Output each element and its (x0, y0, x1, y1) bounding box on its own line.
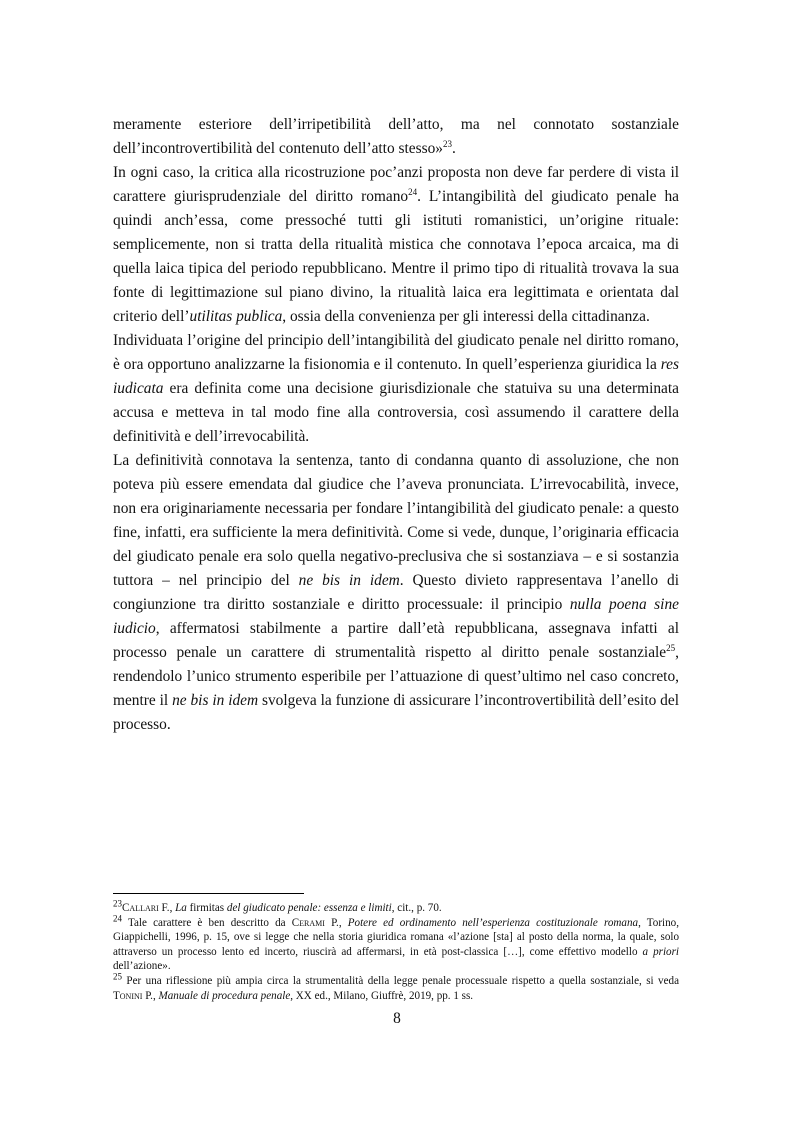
footnote-separator (113, 893, 304, 894)
paragraph-4: La definitività connotava la sentenza, tanto di condanna quanto di assoluzione, che non poteva più essere emendata dal giudice che l’aveva pronunciata. L’irrevocabilità, invece, non era originariamente necessaria per fondare l’intangibilità del giudicato penale: a questo fine, infatti, era sufficiente la mera definitività. Come si vede, dunque, l’originaria efficacia del giudicato penale era solo quella negativo-preclusiva che si sostanziava – e si sostanzia tuttora – nel principio del ne bis in idem. Questo divieto rappresentava l’anello di congiunzione tra diritto sostanziale e diritto processuale: il principio nulla poena sine iudicio, affermatosi stabilmente a partire dall’età repubblicana, assegnava infatti al processo penale un carattere di strumentalità rispetto al diritto penale sostanziale$^{25}$, rendendolo l’unico strumento esperibile per l’attuazione di quest’ultimo nel caso concreto, mentre il ne bis in idem svolgeva la funzione di assicurare l’incontrovertibilità dell’esito del processo. (113, 452, 679, 733)
paragraph-3: Individuata l’origine del principio dell’intangibilità del giudicato penale nel diritto romano, è ora opportuno analizzarne la fisionomia e il contenuto. In quell’esperienza giuridica la res iudicata era definita come una decisione giurisdizionale che statuiva su una determinata accusa e metteva in tal modo fine alla controversia, così assumendo il carattere della definitività e dell’irrevocabilità. (113, 332, 679, 445)
footnote-23: $^{23}$Callari F., La firmitas del giudicato penale: essenza e limiti, cit., p. 70. (113, 898, 442, 914)
paragraph-2: In ogni caso, la critica alla ricostruzione poc’anzi proposta non deve far perdere di vista il carattere giurisprudenziale del diritto romano$^{24}$. L’intangibilità del giudicato penale ha quindi anch’essa, come pressoché tutti gli istituti romanistici, un’origine rituale: semplicemente, non si tratta della ritualità mistica che connotava l’epoca arcaica, ma di quella laica tipica del periodo repubblicano. Mentre il primo tipo di ritualità trovava la sua fonte di legittimazione sul piano divino, la ritualità laica era legittimata e orientata dal criterio dell’utilitas publica, ossia della convenienza per gli interessi della cittadinanza. (113, 164, 680, 325)
footnote-ref-23[interactable]: 23 (442, 138, 452, 149)
page-number: 8 (393, 1010, 401, 1027)
main-text (113, 113, 679, 737)
footnotes (113, 898, 680, 1003)
footnote-ref-24[interactable]: 24 (408, 186, 418, 197)
footnote-25: $^{25}$ Per una riflessione più ampia circa la strumentalità della legge penale processuale rispetto a quella sostanziale, si veda Tonini P., Manuale di procedura penale, XX ed., Milano, Giuffrè, 2019, pp. 1 ss. (113, 971, 679, 1002)
footnote-ref-25[interactable]: 25 (666, 642, 676, 653)
paragraph-1: meramente esteriore dell’irripetibilità dell’atto, ma nel connotato sostanziale dell’incontrovertibilità del contenuto dell’atto stesso»$^{23}$. (113, 116, 679, 157)
footnote-24: $^{24}$ Tale carattere è ben descritto da Cerami P., Potere ed ordinamento nell’esperienza costituzionale romana, Torino, Giappichelli, 1996, p. 15, ove si legge che nella storia giuridica romana «l’azione [sta] al posto della norma, la quale, solo attraverso un processo lento ed incerto, riuscirà ad affermarsi, in età post-classica […], come effettivo modello a priori dell’azione». (113, 912, 680, 973)
